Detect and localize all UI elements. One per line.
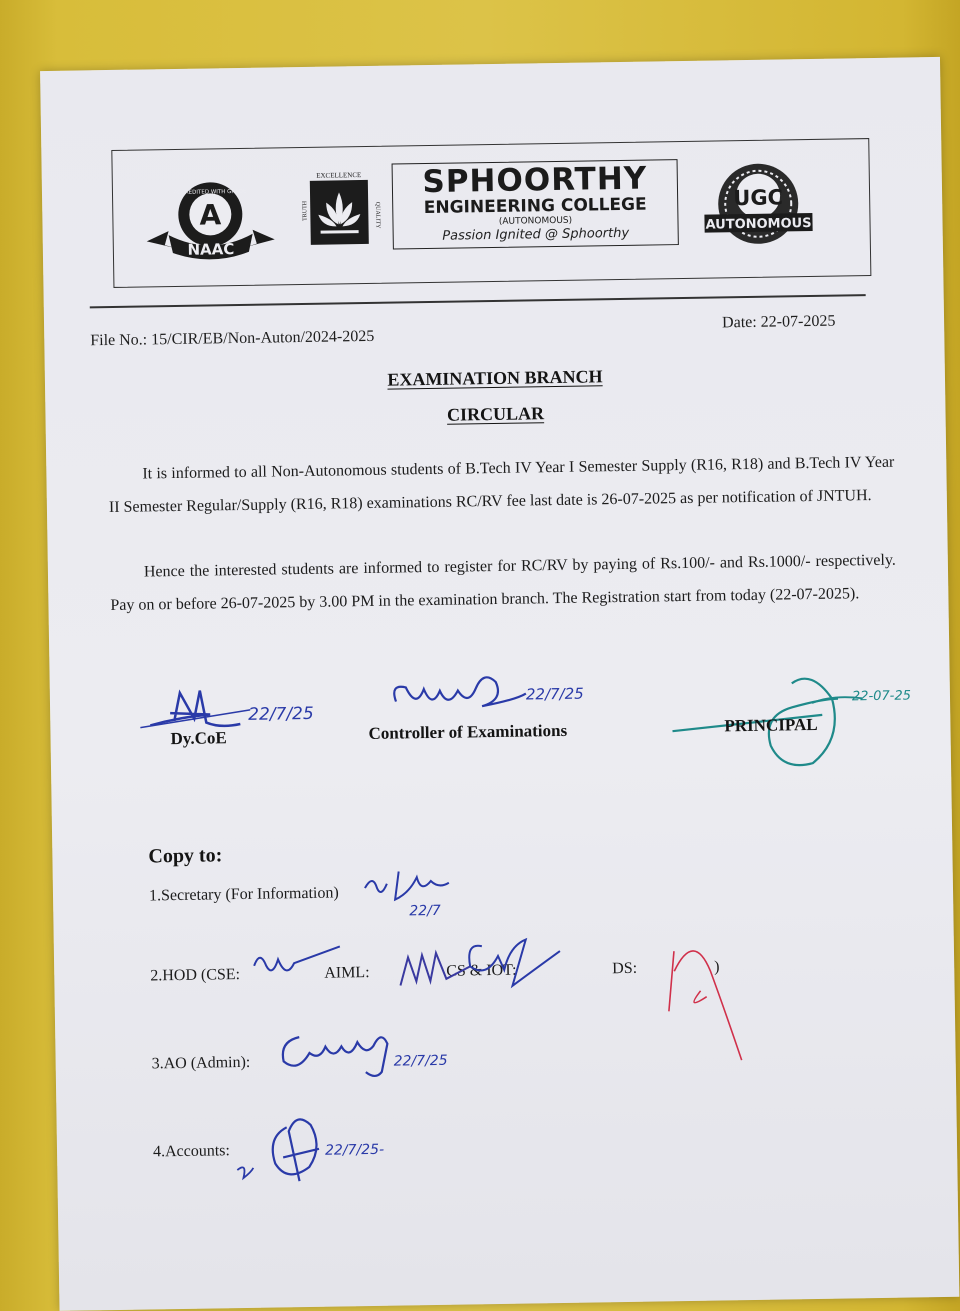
circular-title: CIRCULAR (446, 403, 545, 425)
emblem-left-text: TRUTH (302, 200, 309, 221)
accounts-signature-date: 22/7/25- (324, 1141, 385, 1159)
accounts-signature (226, 1095, 447, 1188)
emblem-right-text: QUALITY (374, 201, 381, 229)
copy-hod-cse: 2.HOD (CSE: (150, 966, 241, 985)
dycoe-signature-date: 22/7/25 (248, 703, 314, 725)
ao-signature (269, 1014, 500, 1088)
file-number: File No.: 15/CIR/EB/Non-Auton/2024-2025 (90, 327, 375, 350)
ugc-band-text: AUTONOMOUS (705, 215, 812, 233)
naac-ring-text: ACCREDITED WITH GRADE (173, 188, 247, 196)
coe-signature (375, 658, 626, 732)
circular-document (40, 57, 959, 1311)
copy-hod-aiml: AIML: (324, 964, 370, 982)
autonomous-label: (AUTONOMOUS) (498, 215, 573, 227)
principal-signature-date: 22-07-25 (851, 688, 912, 705)
ugc-autonomous-logo (702, 159, 815, 251)
body-paragraph-2: Hence the interested students are informed to register for RC/RV by paying of Rs.100/- and Rs.1000/- respectively. Pay on or before 26-07-2025 by 3.00 PM in the examination branch. The Registration start from today (22-07-2025). (110, 551, 896, 615)
college-name-block (392, 159, 679, 249)
branch-title: EXAMINATION BRANCH (387, 366, 603, 390)
naac-grade: A (199, 198, 222, 232)
body-paragraph-1: It is informed to all Non-Autonomous students of B.Tech IV Year I Semester Supply (R16, R18) and B.Tech IV Year II Semester Regular/Supply (R16, R18) examinations RC/RV fee last date is 26-07-2025 as per notification of JNTUH. (108, 453, 895, 517)
secretary-signature-date: 22/7 (409, 902, 441, 920)
copy-secretary: 1.Secretary (For Information) (148, 884, 339, 905)
copy-to-heading: Copy to: (148, 844, 223, 868)
copy-hod-ds: DS: (612, 959, 638, 978)
coe-label: Controller of Examinations (368, 720, 568, 743)
ugc-text: UGC (733, 185, 784, 211)
copy-ao-admin: 3.AO (Admin): (151, 1053, 251, 1073)
dycoe-label: Dy.CoE (170, 728, 227, 749)
emblem-top-text: EXCELLENCE (316, 171, 362, 180)
ds-signature (643, 910, 756, 1082)
naac-name: NAAC (187, 240, 235, 259)
copy-accounts: 4.Accounts: (152, 1142, 231, 1161)
lotus-emblem (296, 168, 383, 255)
secretary-signature (358, 852, 499, 924)
college-name: SPHOORTHY (422, 160, 648, 201)
circular-date: Date: 22-07-2025 (721, 312, 836, 332)
college-tagline: Passion Ignited @ Sphoorthy (442, 225, 630, 244)
hod-signatures (250, 925, 591, 1000)
copy-hod-cs-iot: CS & IOT: (446, 961, 517, 980)
coe-signature-date: 22/7/25 (525, 684, 584, 704)
header-divider (90, 294, 866, 308)
college-subtitle: ENGINEERING COLLEGE (423, 194, 647, 219)
copy-hod-close-paren: ) (714, 958, 720, 976)
naac-logo (138, 177, 283, 263)
ao-signature-date: 22/7/25 (393, 1052, 448, 1070)
principal-label: PRINCIPAL (724, 714, 818, 736)
